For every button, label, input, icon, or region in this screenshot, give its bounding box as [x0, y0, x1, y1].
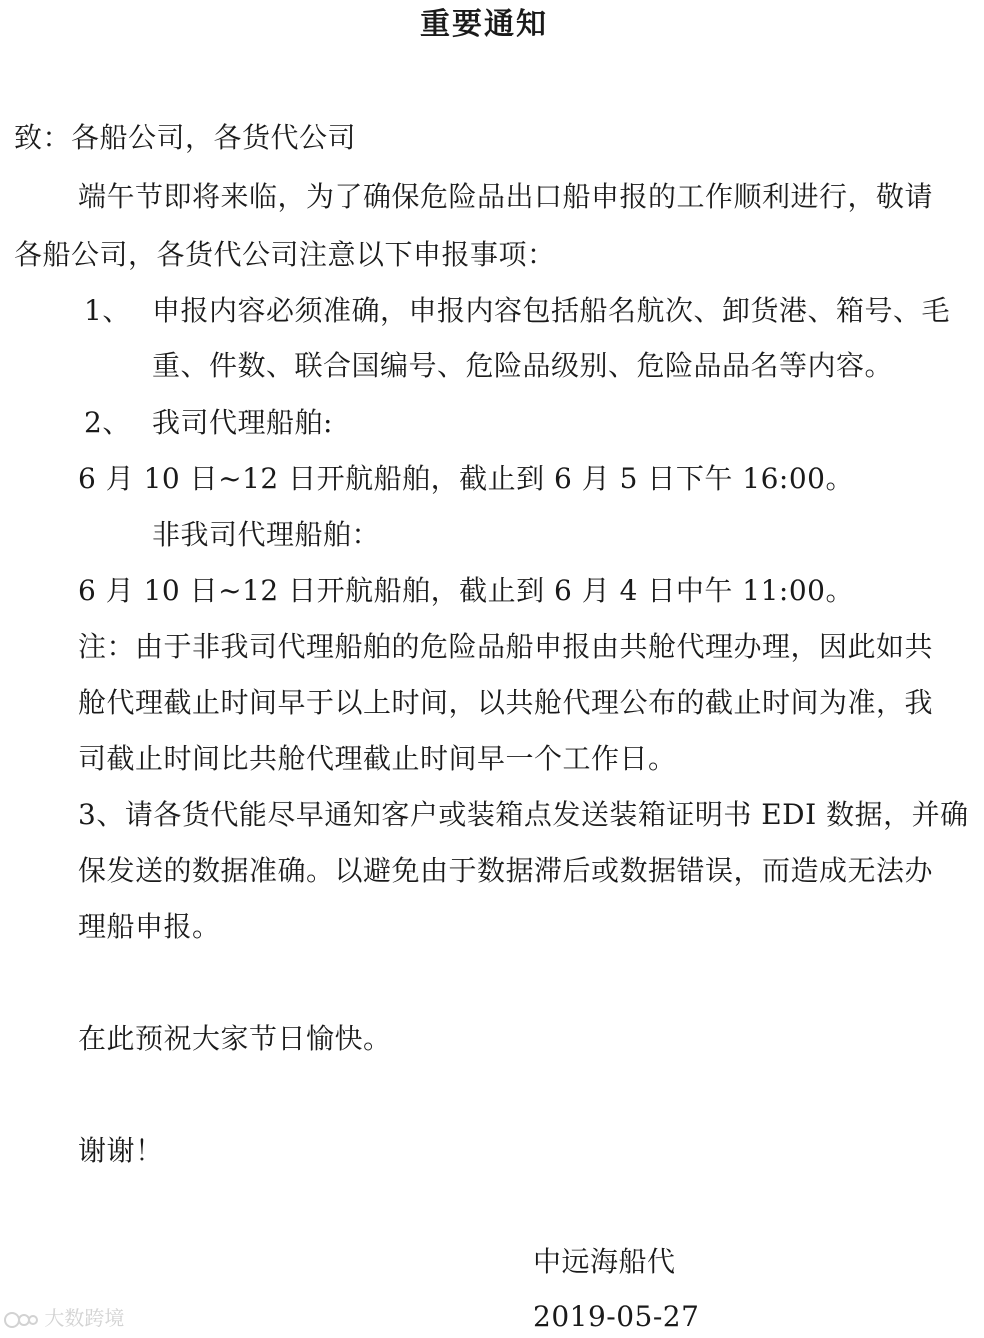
item-3-line-2: 保发送的数据准确。以避免由于数据滞后或数据错误，而造成无法办: [78, 854, 934, 887]
signature-company: 中远海船代: [533, 1245, 676, 1278]
item-3-line-3: 理船申报。: [78, 910, 221, 943]
item-3-line-1: 3、请各货代能尽早通知客户或装箱点发送装箱证明书 EDI 数据，并确: [78, 798, 969, 831]
item-2-deadline-other: 6 月 10 日~12 日开航船舶，截止到 6 月 4 日中午 11:00。: [78, 574, 854, 607]
note-line-2: 舱代理截止时间早于以上时间，以共舱代理公布的截止时间为准，我: [78, 686, 934, 719]
item-2-label: 我司代理船舶:: [152, 406, 333, 439]
watermark: [4, 1306, 124, 1330]
thanks-line: 谢谢！: [78, 1134, 164, 1167]
watermark-logo-icon: [4, 1311, 38, 1329]
signature-date: 2019-05-27: [533, 1300, 700, 1333]
notice-title: 重要通知: [420, 7, 548, 42]
note-line-3: 司截止时间比共舱代理截止时间早一个工作日。: [78, 742, 677, 775]
item-2-number: 2、: [84, 406, 131, 439]
item-2-deadline-own: 6 月 10 日~12 日开航船舶，截止到 6 月 5 日下午 16:00。: [78, 462, 854, 495]
recipient-line: 致：各船公司，各货代公司: [14, 121, 357, 154]
item-1-line-2: 重、件数、联合国编号、危险品级别、危险品品名等内容。: [152, 349, 894, 382]
item-1-line-1: 申报内容必须准确，申报内容包括船名航次、卸货港、箱号、毛: [152, 294, 951, 327]
intro-line-2: 各船公司，各货代公司注意以下申报事项：: [14, 238, 556, 271]
greeting-line: 在此预祝大家节日愉快。: [78, 1022, 392, 1055]
note-line-1: 注：由于非我司代理船舶的危险品船申报由共舱代理办理，因此如共: [78, 630, 934, 663]
item-2-other-label: 非我司代理船舶：: [152, 518, 381, 551]
intro-line-1: 端午节即将来临，为了确保危险品出口船申报的工作顺利进行，敬请: [78, 180, 934, 213]
item-1-number: 1、: [84, 294, 131, 327]
watermark-text: 大数跨境: [44, 1306, 125, 1330]
